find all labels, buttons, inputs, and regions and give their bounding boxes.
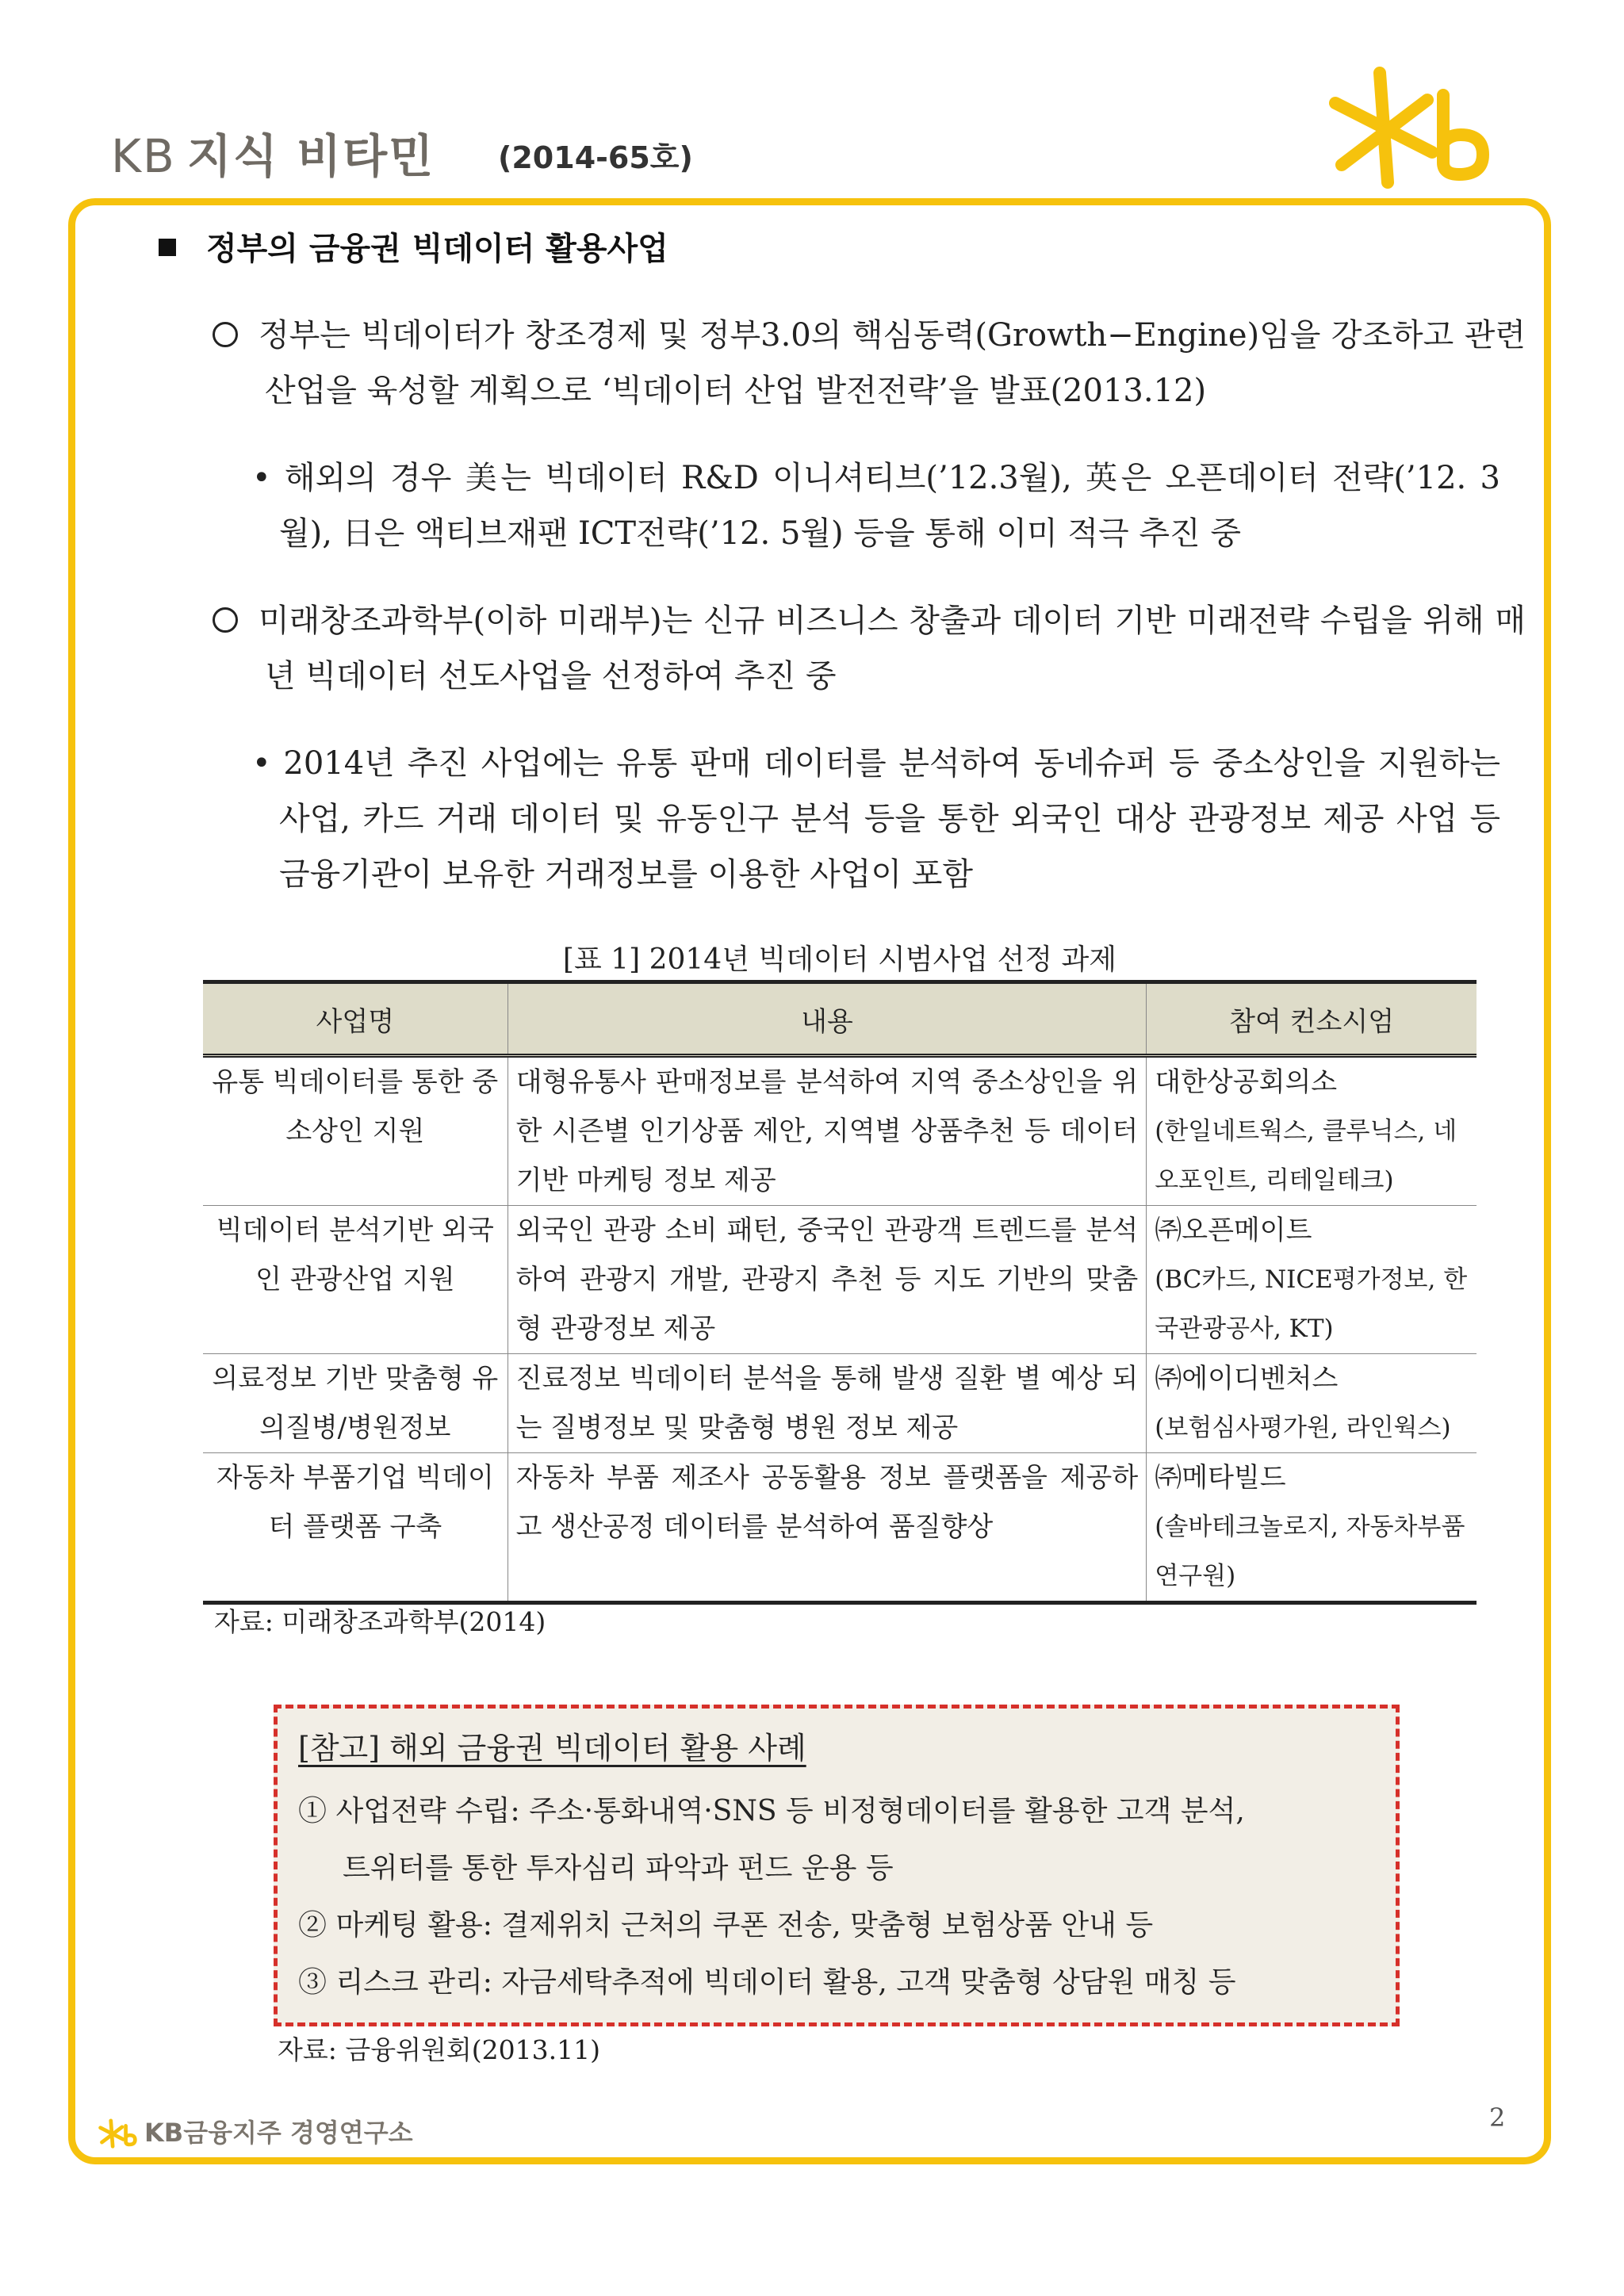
project-name: 빅데이터 분석기반 외국인 관광산업 지원 <box>203 1206 508 1354</box>
consortium <box>1147 1206 1477 1354</box>
reference-box <box>274 1705 1400 2026</box>
consortium-members: (보험심사평가원, 라인웍스) <box>1155 1414 1451 1442</box>
project-content: 외국인 관광 소비 패턴, 중국인 관광객 트렌드를 분석하여 관광지 개발, 관광지 추천 등 지도 기반의 맞춤형 관광정보 제공 <box>508 1206 1147 1354</box>
table-header: 사업명 <box>203 982 508 1056</box>
consortium-lead: ㈜에이디벤처스 <box>1155 1363 1339 1395</box>
table-row <box>203 1206 1477 1354</box>
consortium-members: (솔바테크놀로지, 자동차부품연구원) <box>1155 1513 1465 1590</box>
table-header: 내용 <box>508 982 1147 1056</box>
square-bullet-icon <box>159 239 176 256</box>
reference-source: 자료: 금융위원회(2013.11) <box>278 2034 600 2065</box>
footer-org: KB금융지주 경영연구소 <box>95 2113 413 2150</box>
consortium-members: (한일네트웍스, 클루닉스, 네오포인트, 리테일테크) <box>1155 1117 1457 1195</box>
consortium-lead: ㈜메타빌드 <box>1155 1462 1286 1494</box>
paragraph-3: 미래창조과학부(이하 미래부)는 신규 비즈니스 창출과 데이터 기반 미래전략 수립을 위해 매년 빅데이터 선도사업을 선정하여 추진 중 <box>213 593 1526 704</box>
consortium <box>1147 1056 1477 1206</box>
paragraph-1: 정부는 빅데이터가 창조경제 및 정부3.0의 핵심동력(Growth−Engine)임을 강조하고 관련 산업을 육성할 계획으로 ‘빅데이터 산업 발전전략’을 발표(2013.12) <box>213 308 1526 419</box>
table-header-row <box>203 982 1477 1056</box>
reference-item: 트위터를 통한 투자심리 파악과 펀드 운용 등 <box>343 1852 894 1885</box>
reference-item: ② 마케팅 활용: 결제위치 근처의 쿠폰 전송, 맞춤형 보험상품 안내 등 <box>298 1909 1154 1942</box>
issue-number: (2014-65호) <box>498 140 693 175</box>
project-content: 자동차 부품 제조사 공동활용 정보 플랫폼을 제공하고 생산공정 데이터를 분석하여 품질향상 <box>508 1453 1147 1603</box>
table-caption: [표 1] 2014년 빅데이터 시범사업 선정 과제 <box>562 943 1117 976</box>
consortium-lead: 대한상공회의소 <box>1155 1066 1338 1098</box>
consortium-members: (BC카드, NICE평가정보, 한국관광공사, KT) <box>1155 1265 1468 1343</box>
paragraph-2: • 해외의 경우 美는 빅데이터 R&D 이니셔티브(’12.3월), 英은 오픈데이터 전략(’12. 3월), 日은 액티브재팬 ICT전략(’12. 5월) 등을 통해 이미 적극 추진 중 <box>252 460 1500 552</box>
brand-name: 지식 비타민 <box>186 129 435 183</box>
consortium-lead: ㈜오픈메이트 <box>1155 1215 1312 1246</box>
circle-bullet-icon <box>213 607 238 633</box>
section-title: 정부의 금융권 빅데이터 활용사업 <box>159 224 668 269</box>
reference-item: ① 사업전략 수립: 주소·통화내역·SNS 등 비정형데이터를 활용한 고객 분석, <box>298 1795 1245 1827</box>
consortium <box>1147 1354 1477 1453</box>
project-name: 의료정보 기반 맞춤형 유의질병/병원정보 <box>203 1354 508 1453</box>
table-source: 자료: 미래창조과학부(2014) <box>214 1606 546 1637</box>
project-name: 유통 빅데이터를 통한 중소상인 지원 <box>203 1056 508 1206</box>
table-row <box>203 1453 1477 1603</box>
table-row <box>203 1056 1477 1206</box>
reference-title: [참고] 해외 금융권 빅데이터 활용 사례 <box>298 1731 806 1766</box>
project-content: 진료정보 빅데이터 분석을 통해 발생 질환 별 예상 되는 질병정보 및 맞춤형 병원 정보 제공 <box>508 1354 1147 1453</box>
header-title <box>111 119 435 186</box>
table-row <box>203 1354 1477 1453</box>
paragraph-4: • 2014년 추진 사업에는 유통 판매 데이터를 분석하여 동네슈퍼 등 중소상인을 지원하는 사업, 카드 거래 데이터 및 유동인구 분석 등을 통한 외국인 대상 관광정보 제공 사업 등 금융기관이 보유한 거래정보를 이용한 사업이 포함 <box>252 745 1500 893</box>
brand-kb: KB <box>111 129 176 183</box>
project-name: 자동차 부품기업 빅데이터 플랫폼 구축 <box>203 1453 508 1603</box>
pilot-projects-table <box>203 980 1477 1605</box>
reference-item: ③ 리스크 관리: 자금세탁추적에 빅데이터 활용, 고객 맞춤형 상담원 매칭 등 <box>298 1966 1236 1999</box>
page-number: 2 <box>1489 2103 1506 2133</box>
kb-star-logo-icon <box>1324 63 1491 198</box>
project-content: 대형유통사 판매정보를 분석하여 지역 중소상인을 위한 시즌별 인기상품 제안, 지역별 상품추천 등 데이터 기반 마케팅 정보 제공 <box>508 1056 1147 1206</box>
kb-star-logo-icon <box>95 2118 140 2150</box>
circle-bullet-icon <box>213 322 238 347</box>
table-header: 참여 컨소시엄 <box>1147 982 1477 1056</box>
consortium <box>1147 1453 1477 1603</box>
